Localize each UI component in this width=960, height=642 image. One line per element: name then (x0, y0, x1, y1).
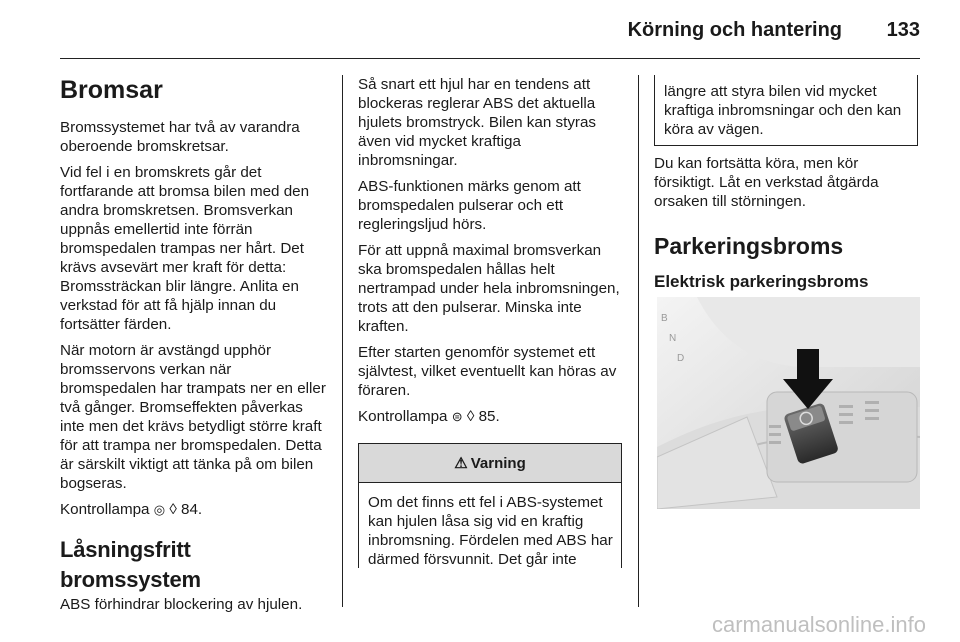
paragraph: Vid fel i en bromskrets går det fortfarande att bromsa bilen med den andra bromskretsen. Bromsverkan uppnås emellertid inte förrän bromspedalen trampas ner hårt. Det krävs avsevärt mer kraft för detta: Bromssträckan blir längre. Anlita en verkstad för att få hjälp innan du fortsätter färden. (60, 164, 310, 333)
indicator-label: Kontrollampa (358, 408, 448, 425)
paragraph-indicator-ref (358, 407, 624, 426)
parking-brake-photo (657, 297, 920, 509)
indicator-label: Kontrollampa (60, 501, 150, 518)
paragraph: När motorn är avstängd upphör bromsservons verkan när bromspedalen har trampats ner en eller två gånger. Bromseffekten påverkas inte men det krävs betydligt större kraft för att trampa ner bromspedalen. Detta är särskilt viktigt att tänka på om bilen bogseras. (60, 342, 326, 492)
page-reference: ◊ 84. (169, 501, 203, 518)
warning-triangle-icon: ⚠ (454, 455, 468, 472)
heading-parkeringsbroms: Parkeringsbroms (654, 233, 844, 259)
paragraph: ABS-funktionen märks genom att bromspedalen pulserar och ett regleringsljud hörs. (358, 178, 581, 233)
warning-title: Varning (470, 454, 526, 472)
brake-warning-icon: ◎ (153, 502, 166, 517)
heading-abs: Låsningsfritt bromssystem (60, 537, 201, 592)
column-divider-2 (638, 75, 639, 607)
paragraph: ABS förhindrar blockering av hjulen. (60, 596, 303, 613)
warning-box (358, 443, 622, 568)
column-1 (60, 75, 330, 621)
column-2 (358, 75, 624, 461)
warning-header (359, 444, 621, 483)
column-3 (654, 154, 922, 292)
header-rule (60, 58, 920, 59)
warning-text: Om det finns ett fel i ABS-systemet kan hjulen låsa sig vid en kraftig inbromsning. Fördelen med ABS har därmed försvunnit. Det går inte (368, 494, 613, 568)
heading-elektrisk-parkeringsbroms: Elektrisk parkeringsbroms (654, 272, 869, 291)
section-title: Körning och hantering (627, 19, 842, 41)
paragraph: Bromssystemet har två av varandra oberoende bromskretsar. (60, 119, 300, 155)
paragraph: Efter starten genomför systemet ett självtest, vilket eventuellt kan höras av föraren. (358, 344, 617, 399)
gear-label: B (661, 313, 668, 324)
gear-label: D (677, 353, 685, 364)
paragraph: Du kan fortsätta köra, men kör försiktigt. Låt en verkstad åtgärda orsaken till störningen. (654, 155, 879, 210)
warning-text-continued: längre att styra bilen vid mycket kraftiga inbromsningar och den kan köra av vägen. (664, 83, 902, 138)
gear-label: N (669, 333, 677, 344)
paragraph-indicator-ref (60, 500, 330, 519)
warning-box-continued (654, 75, 918, 146)
footer-watermark: carmanualsonline.info (711, 612, 926, 637)
paragraph: För att uppnå maximal bromsverkan ska bromspedalen hållas helt nertrampad under hela inbromsningen, trots att den pulserar. Minska inte kraften. (358, 242, 620, 335)
paragraph: Så snart ett hjul har en tendens att blockeras reglerar ABS det aktuella hjulets bromstryck. Bilen kan styras även vid mycket kraftiga inbromsningar. (358, 76, 597, 169)
abs-indicator-icon: ⊜ (451, 409, 463, 424)
column-divider-1 (342, 75, 343, 607)
heading-bromsar: Bromsar (60, 76, 163, 104)
page-number: 133 (886, 19, 920, 41)
page-reference: ◊ 85. (466, 408, 500, 425)
